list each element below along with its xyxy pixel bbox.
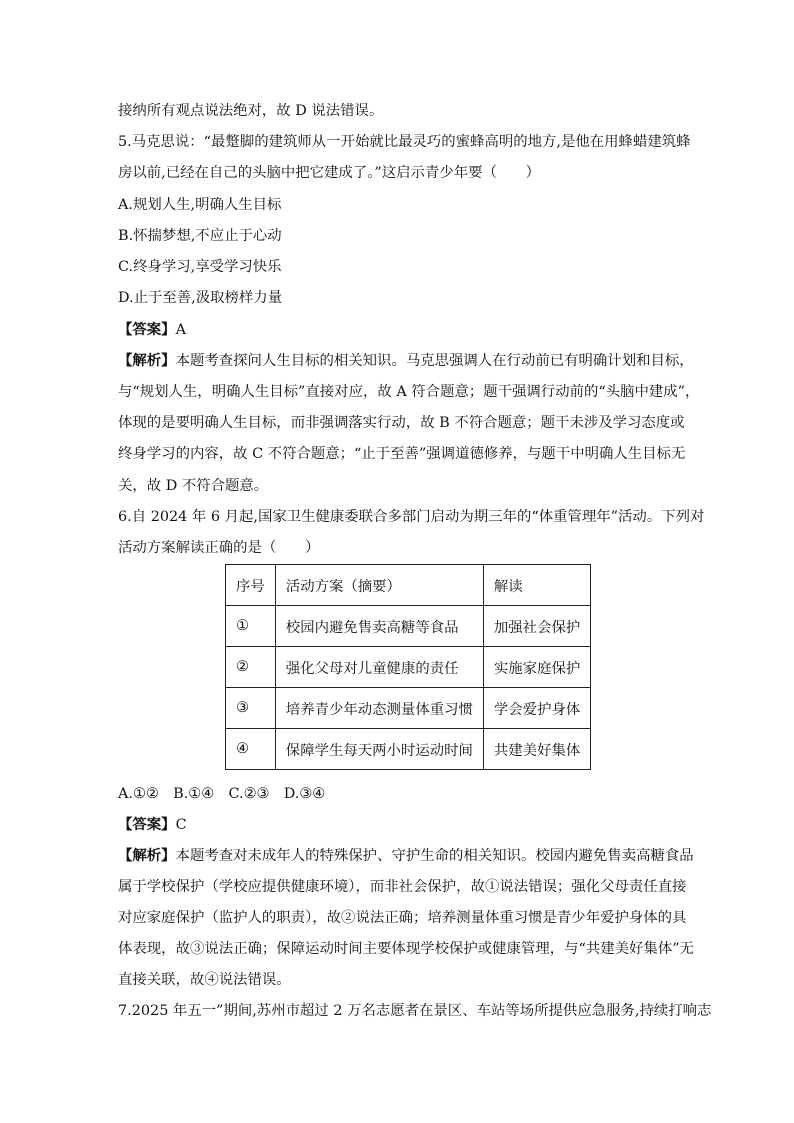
q5-analysis-label: 【解析】 (118, 352, 176, 369)
activity-scheme-table (225, 564, 591, 770)
table-cell: 校园内避免售卖高糖等食品 (275, 606, 483, 647)
table-cell: ② (226, 647, 276, 688)
table-row (226, 606, 591, 647)
q5-stem-line-1: 5.马克思说：“最蹩脚的建筑师从一开始就比最灵巧的蜜蜂高明的地方,是他在用蜂蜡建筑蜂 (118, 134, 691, 150)
table-cell: 强化父母对儿童健康的责任 (275, 647, 483, 688)
continuation-text: 接纳所有观点说法绝对，故 D 说法错误。 (118, 103, 384, 119)
q5-analysis-text-1: 本题考查探问人生目标的相关知识。马克思强调人在行动前已有明确计划和目标， (175, 353, 694, 369)
q6-answer-label: 【答案】 (118, 816, 176, 833)
q7-stem-line-1: 7.2025 年五一”期间,苏州市超过 2 万名志愿者在景区、车站等场所提供应急服务,持续打响志 (118, 1003, 712, 1019)
q5-option-d: D.止于至善,汲取榜样力量 (118, 290, 283, 306)
table-header-cell: 序号 (226, 565, 276, 606)
q5-analysis-line-4: 终身学习的内容，故 C 不符合题意；“止于至善”强调道德修养，与题干中明确人生目标无 (118, 446, 686, 462)
q6-answer-value: C (175, 817, 187, 833)
q5-analysis-line-1 (118, 351, 694, 371)
table-cell: 学会爱护身体 (483, 688, 590, 729)
table-header-cell: 解读 (483, 565, 590, 606)
q6-analysis-line-1 (118, 846, 694, 866)
q5-option-a: A.规划人生,明确人生目标 (118, 197, 282, 213)
q6-answer (118, 815, 678, 835)
q5-analysis-line-3: 体现的是要明确人生目标，而非强调落实行动，故 B 不符合题意；题干未涉及学习态度或 (118, 415, 685, 431)
table-cell: ③ (226, 688, 276, 729)
q6-analysis-label: 【解析】 (118, 847, 176, 864)
table-cell: 培养青少年动态测量体重习惯 (275, 688, 483, 729)
q6-analysis-text-1: 本题考查对未成年人的特殊保护、守护生命的相关知识。校园内避免售卖高糖食品 (175, 848, 694, 864)
q5-answer (118, 320, 678, 340)
table-header-row (226, 565, 591, 606)
q6-analysis-line-3: 对应家庭保护（监护人的职责），故②说法正确；培养测量体重习惯是青少年爱护身体的具 (118, 910, 687, 926)
q6-stem-line-2: 活动方案解读正确的是（ ） (118, 540, 320, 556)
q6-analysis-line-4: 体表现，故③说法正确；保障运动时间主要体现学校保护或健康管理，与“共建美好集体”无 (118, 941, 694, 957)
q5-analysis-line-5: 关，故 D 不符合题意。 (118, 478, 269, 494)
q5-stem-line-2: 房以前,已经在自己的头脑中把它建成了。”这启示青少年要（ ） (118, 165, 541, 181)
q5-answer-label: 【答案】 (118, 321, 176, 338)
q6-analysis-line-2: 属于学校保护（学校应提供健康环境），而非社会保护，故①说法错误；强化父母责任直接 (118, 879, 687, 895)
q6-stem-line-1: 6.自 2024 年 6 月起,国家卫生健康委联合多部门启动为期三年的“体重管理年”活动。下列对 (118, 509, 705, 525)
q5-option-b: B.怀揣梦想,不应止于心动 (118, 228, 282, 244)
q6-analysis-line-5: 直接关联，故④说法错误。 (118, 972, 291, 988)
q5-answer-value: A (175, 322, 186, 338)
q5-analysis-line-2: 与“规划人生，明确人生目标”直接对应，故 A 符合题意；题干强调行动前的“头脑中建成”， (118, 384, 700, 400)
table-cell: 实施家庭保护 (483, 647, 590, 688)
table-header-cell: 活动方案（摘要） (275, 565, 483, 606)
table-cell: ④ (226, 729, 276, 770)
table-cell: 加强社会保护 (483, 606, 590, 647)
q6-options: A.①② B.①④ C.②③ D.③④ (118, 786, 326, 802)
table-row (226, 729, 591, 770)
table-cell: ① (226, 606, 276, 647)
table-row (226, 688, 591, 729)
q5-option-c: C.终身学习,享受学习快乐 (118, 259, 282, 275)
table-cell: 保障学生每天两小时运动时间 (275, 729, 483, 770)
table-row (226, 647, 591, 688)
table-cell: 共建美好集体 (483, 729, 590, 770)
